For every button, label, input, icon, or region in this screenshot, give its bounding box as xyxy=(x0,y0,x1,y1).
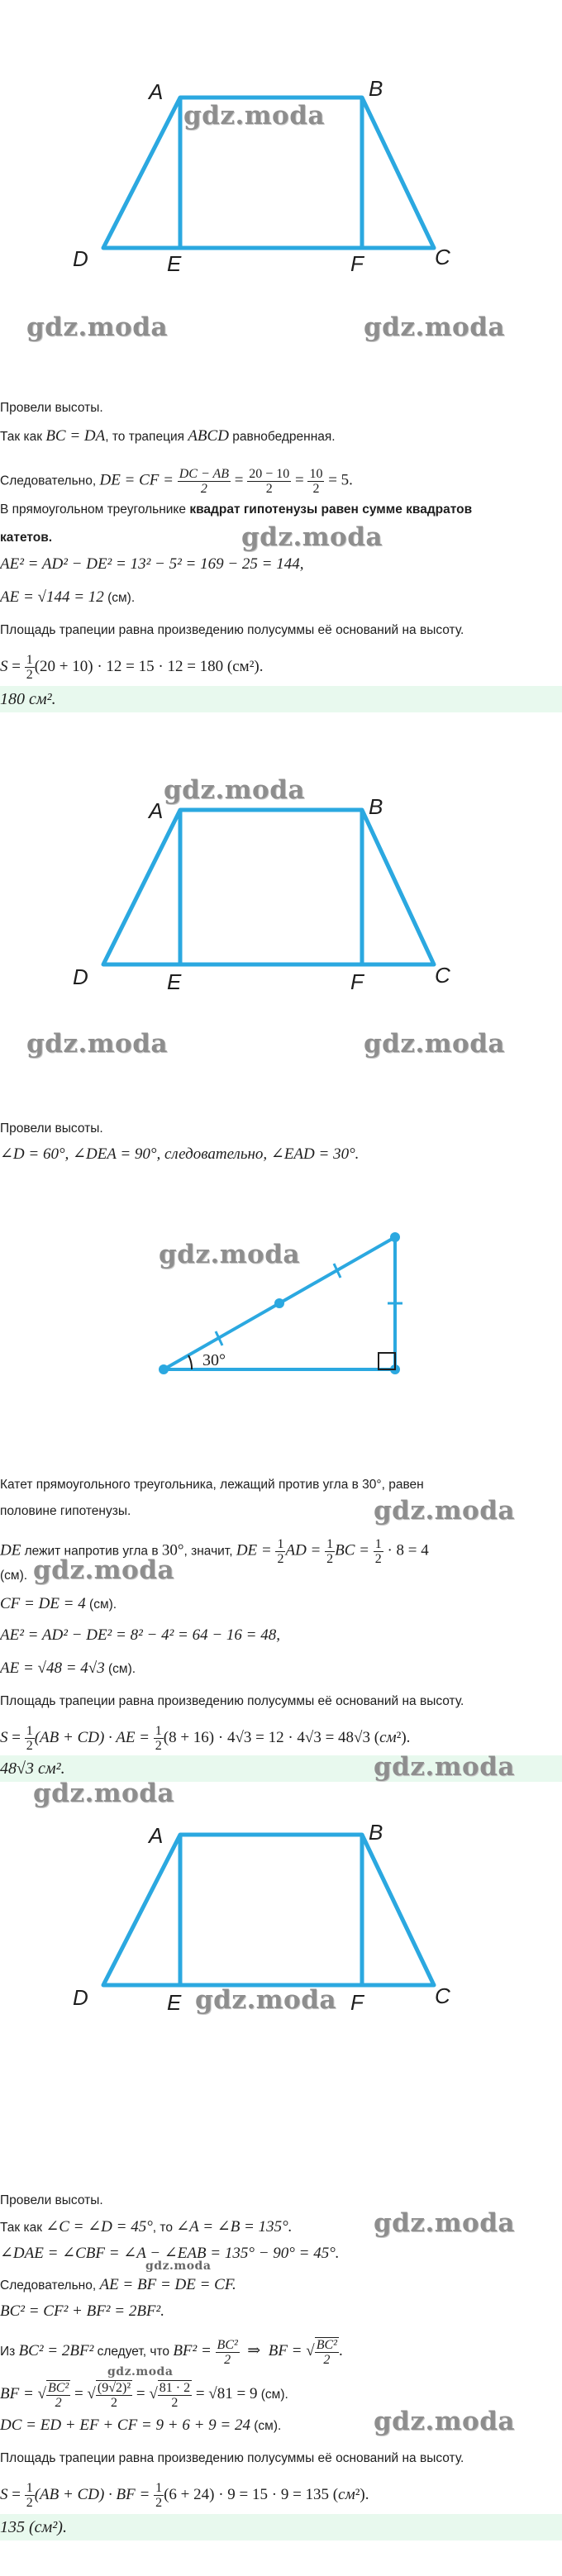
watermark: gdz.moda xyxy=(26,312,168,342)
fraction: $\frac{\text{BC²}}{2}$ xyxy=(47,2381,69,2410)
watermark: gdz.moda xyxy=(374,1752,515,1782)
text: Из xyxy=(0,2345,19,2359)
bold-text: квадрат гипотенузы равен сумме квадратов xyxy=(189,502,473,517)
fraction: $\frac{\text{BC²}}{2}$ xyxy=(316,2338,337,2367)
watermark: gdz.moda xyxy=(374,1496,515,1526)
label-c: C xyxy=(435,245,450,269)
math: ∠C = ∠D = 45° xyxy=(45,2218,153,2236)
math: (AB + CD) · BF = xyxy=(34,2485,155,2503)
text-line: Площадь трапеции равна произведению полусуммы её оснований на высоту. xyxy=(0,623,464,637)
text-line: Провели высоты. xyxy=(0,401,103,415)
text: лежит напротив угла в xyxy=(21,1544,162,1559)
label-b: B xyxy=(369,76,383,101)
text-line xyxy=(0,1595,562,1614)
fraction: $\frac{1}{2}$ xyxy=(374,1537,382,1566)
fraction: $\frac{81 \cdot 2}{2}$ xyxy=(159,2381,191,2410)
watermark: gdz.moda xyxy=(374,2407,515,2436)
label-e: E xyxy=(167,969,182,994)
fraction: $\frac{1}{2}$ xyxy=(26,653,33,682)
text: (см). xyxy=(257,2388,288,2402)
fraction: $\frac{1}{2}$ xyxy=(155,1724,162,1753)
fraction: $\frac{10}{2}$ xyxy=(309,467,323,496)
text: (см). xyxy=(85,1598,117,1612)
label-b: B xyxy=(369,1820,383,1845)
text: Так как xyxy=(0,2221,46,2235)
fraction: $\frac{DC - AB}{2}$ xyxy=(179,467,229,496)
label-e: E xyxy=(167,1990,182,2015)
math: CF = DE = 4 xyxy=(0,1595,86,1612)
label-d: D xyxy=(73,964,88,989)
watermark: gdz.moda xyxy=(241,522,383,552)
fraction: $\frac{\text{(9√2)²}}{2}$ xyxy=(97,2381,131,2410)
math: DE = CF = xyxy=(99,471,178,489)
label-f: F xyxy=(350,1990,364,2015)
watermark: gdz.moda xyxy=(107,2365,174,2378)
math: DE xyxy=(0,1541,21,1559)
text-line: BF = √ $\frac{\text{BC²}}{2}$ = √ $\frac{\text{(9√2)²}}{2}$ = √ $\frac{81 \cdot 2}{2}$ = √81 = 9 (см). xyxy=(0,2381,288,2410)
text-line: Из BC² = 2BF² следует, что BF² = $\frac{\text{BC²}}{2}$ ⇒ BF = √ $\frac{\text{BC²}}{2}$ . xyxy=(0,2337,343,2367)
text-line: Площадь трапеции равна произведению полусуммы её оснований на высоту. xyxy=(0,2451,464,2465)
fraction: $\frac{1}{2}$ xyxy=(277,1537,284,1566)
label-f: F xyxy=(350,251,364,276)
watermark: gdz.moda xyxy=(145,2259,212,2273)
math-line: S = $\frac{1}{2}$ (AB + CD) · AE = $\frac{1}{2}$ (8 + 16) · 4√3 = 12 · 4√3 = 48√3 (см²). xyxy=(0,1724,411,1753)
bold-text: катетов. xyxy=(0,531,53,545)
math: DC = ED + EF + CF = 9 + 6 + 9 = 24 xyxy=(0,2416,250,2434)
answer-box: 135 (см²). xyxy=(0,2514,562,2540)
watermark: gdz.moda xyxy=(195,1985,336,2015)
math-line: AE² = AD² − DE² = 13² − 5² = 169 − 25 = 144, xyxy=(0,555,304,573)
math-line: S = $\frac{1}{2}$ (20 + 10) · 12 = 15 · 12 = 180 (см²). xyxy=(0,653,264,682)
text: Следовательно, xyxy=(0,2278,100,2293)
text-line xyxy=(0,588,562,607)
watermark: gdz.moda xyxy=(364,1029,505,1059)
text: (см). xyxy=(103,591,136,605)
answer-box: 48√3 см². xyxy=(0,1755,562,1782)
fraction: $\frac{\text{BC²}}{2}$ xyxy=(217,2337,238,2367)
math-line: ∠D = 60°, ∠DEA = 90°, следовательно, ∠EAD = 30°. xyxy=(0,1145,360,1163)
text: Так как xyxy=(0,430,46,444)
label-d: D xyxy=(73,1985,88,2010)
text-line xyxy=(0,2276,562,2295)
math-line: ∠DAE = ∠CBF = ∠A − ∠EAB = 135° − 90° = 45°. xyxy=(0,2245,340,2262)
text-line xyxy=(0,1659,562,1678)
label-f: F xyxy=(350,969,364,994)
label-c: C xyxy=(435,963,450,988)
watermark: gdz.moda xyxy=(164,775,305,805)
math: AE = √48 = 4√3 xyxy=(0,1659,105,1677)
text: , то xyxy=(152,2221,177,2235)
fraction: $\frac{1}{2}$ xyxy=(326,1537,334,1566)
text-line: Провели высоты. xyxy=(0,1121,103,1136)
watermark: gdz.moda xyxy=(159,1240,300,1269)
math: ABCD xyxy=(188,427,229,445)
math-line: AE² = AD² − DE² = 8² − 4² = 64 − 16 = 48, xyxy=(0,1626,281,1644)
watermark: gdz.moda xyxy=(33,1555,174,1585)
math: (20 + 10) · 12 = 15 · 12 = 180 (см²). xyxy=(34,657,264,675)
math: BC² = 2BF² xyxy=(18,2342,94,2360)
text: (см). xyxy=(250,2419,282,2433)
answer-box: 180 см². xyxy=(0,686,562,712)
watermark: gdz.moda xyxy=(364,312,505,342)
text: (см). xyxy=(104,1662,136,1676)
math: AE = √144 = 12 xyxy=(0,588,104,606)
math: 30° xyxy=(161,1541,184,1559)
text-line xyxy=(0,427,562,446)
label-e: E xyxy=(167,251,182,276)
label-c: C xyxy=(435,1983,450,2008)
text-line: Катет прямоугольного треугольника, лежащий против угла в 30°, равен xyxy=(0,1478,424,1492)
watermark: gdz.moda xyxy=(374,2208,515,2238)
text-line: Провели высоты. xyxy=(0,2193,103,2207)
text-line: DE лежит напротив угла в 30°, значит, DE = $\frac{1}{2}$ AD = $\frac{1}{2}$ BC = $\frac{1}{2}$ · 8 = 4 xyxy=(0,1537,429,1566)
label-b: B xyxy=(369,794,383,819)
math-line: BC² = CF² + BF² = 2BF². xyxy=(0,2302,164,2320)
angle-label: 30° xyxy=(202,1351,226,1369)
text-line: (см). xyxy=(0,1569,28,1583)
text-line xyxy=(0,501,562,519)
text: В прямоугольном треугольнике xyxy=(0,502,190,517)
text: следует, что xyxy=(93,2345,174,2359)
label-a: A xyxy=(149,1823,164,1848)
label-a: A xyxy=(149,79,164,104)
watermark: gdz.moda xyxy=(183,101,325,131)
label-a: A xyxy=(149,798,164,823)
fraction: $\frac{1}{2}$ xyxy=(26,1724,33,1753)
text: Следовательно, xyxy=(0,474,100,488)
math: ∠A = ∠B = 135°. xyxy=(176,2218,293,2236)
text-line: Следовательно, DE = CF = $\frac{DC - AB}{2}$ = $\frac{20 - 10}{2}$ = $\frac{10}{2}$ = 5. xyxy=(0,467,353,496)
text: , то трапеция xyxy=(105,430,188,444)
label-d: D xyxy=(73,246,88,271)
text: , значит, xyxy=(183,1544,236,1559)
math: AE = BF = DE = CF. xyxy=(99,2276,236,2293)
math-line: S = $\frac{1}{2}$ (AB + CD) · BF = $\frac{1}{2}$ (6 + 24) · 9 = 15 · 9 = 135 (см²). xyxy=(0,2481,369,2510)
fraction: $\frac{1}{2}$ xyxy=(26,2481,33,2510)
math: (AB + CD) · AE = xyxy=(34,1728,154,1746)
fraction: $\frac{1}{2}$ xyxy=(155,2481,163,2510)
math: BC = DA xyxy=(45,427,106,445)
watermark: gdz.moda xyxy=(26,1029,168,1059)
text: равнобедренная. xyxy=(228,430,336,444)
trapezoid-figure-2 xyxy=(0,781,562,996)
watermark: gdz.moda xyxy=(33,1778,174,1808)
fraction: $\frac{20 - 10}{2}$ xyxy=(249,467,290,496)
text-line: Площадь трапеции равна произведению полусуммы её оснований на высоту. xyxy=(0,1694,464,1708)
text-line: половине гипотенузы. xyxy=(0,1504,131,1518)
